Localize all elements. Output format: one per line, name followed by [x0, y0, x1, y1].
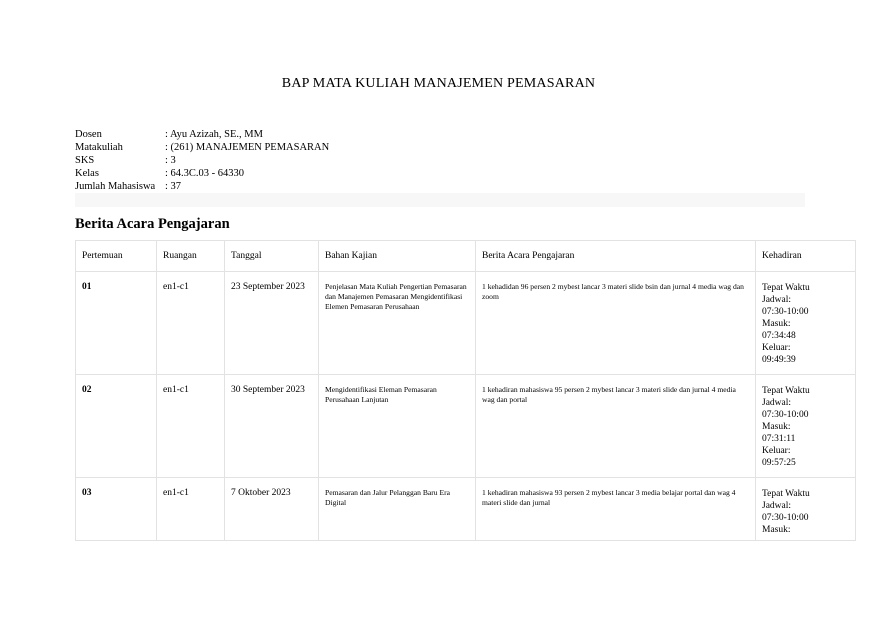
document-title: BAP MATA KULIAH MANAJEMEN PEMASARAN — [281, 76, 596, 91]
cell-kehadiran — [756, 375, 856, 478]
kehadiran-line: Tepat Waktu — [762, 386, 810, 396]
info-value: : 3 — [165, 155, 176, 166]
cell-berita-acara: 1 kehadidan 96 persen 2 mybest lancar 3 materi slide bsin dan jurnal 4 media wag dan zoom — [476, 272, 756, 375]
course-info — [75, 128, 329, 193]
kehadiran-line: Masuk: — [762, 525, 791, 535]
info-label: Matakuliah — [75, 142, 123, 153]
header-ruangan: Ruangan — [157, 241, 225, 272]
kehadiran-line: Masuk: — [762, 422, 791, 432]
kehadiran-line: 07:30-10:00 — [762, 410, 809, 420]
kehadiran-line: 07:30-10:00 — [762, 307, 809, 317]
cell-pertemuan: 03 — [76, 478, 157, 541]
info-value: : (261) MANAJEMEN PEMASARAN — [165, 142, 330, 153]
cell-bahan-kajian: Pemasaran dan Jalur Pelanggan Baru Era Digital — [319, 478, 476, 541]
cell-tanggal: 23 September 2023 — [225, 272, 319, 375]
cell-ruangan: en1-c1 — [157, 375, 225, 478]
kehadiran-line: Tepat Waktu — [762, 283, 810, 293]
kehadiran-line: 09:57:25 — [762, 458, 796, 468]
kehadiran-line: Jadwal: — [762, 295, 792, 305]
info-value: : Ayu Azizah, SE., MM — [165, 129, 263, 140]
table-header-row — [76, 241, 856, 272]
table-row — [76, 375, 856, 478]
kehadiran-line: 07:34:48 — [762, 331, 796, 341]
section-title: Berita Acara Pengajaran — [75, 216, 230, 232]
cell-berita-acara: 1 kehadiran mahasiswa 93 persen 2 mybest lancar 3 media belajar portal dan wag 4 materi slide dan jurnal — [476, 478, 756, 541]
info-row-sks — [75, 154, 329, 167]
header-berita-acara: Berita Acara Pengajaran — [476, 241, 756, 272]
bap-table — [75, 240, 856, 541]
cell-tanggal: 7 Oktober 2023 — [225, 478, 319, 541]
cell-tanggal: 30 September 2023 — [225, 375, 319, 478]
cell-bahan-kajian: Penjelasan Mata Kuliah Pengertian Pemasaran dan Manajemen Pemasaran Mengidentifikasi Elemen Pemasaran Perusahaan — [319, 272, 476, 375]
divider-band — [75, 193, 805, 207]
kehadiran-line: Jadwal: — [762, 501, 792, 511]
cell-pertemuan: 01 — [76, 272, 157, 375]
info-label: Jumlah Mahasiswa — [75, 181, 156, 192]
info-label: Dosen — [75, 129, 102, 140]
info-label: SKS — [75, 155, 95, 166]
header-bahan-kajian: Bahan Kajian — [319, 241, 476, 272]
cell-bahan-kajian: Mengidentifikasi Eleman Pemasaran Perusahaan Lanjutan — [319, 375, 476, 478]
cell-ruangan: en1-c1 — [157, 478, 225, 541]
info-label: Kelas — [75, 168, 99, 179]
kehadiran-line: Masuk: — [762, 319, 791, 329]
kehadiran-line: Tepat Waktu — [762, 489, 810, 499]
info-value: : 37 — [165, 181, 182, 192]
info-row-matakuliah — [75, 141, 329, 154]
cell-berita-acara: 1 kehadiran mahasiswa 95 persen 2 mybest lancar 3 materi slide dan jurnal 4 media wag dan portal — [476, 375, 756, 478]
table-row — [76, 478, 856, 541]
header-kehadiran: Kehadiran — [756, 241, 856, 272]
kehadiran-line: Keluar: — [762, 343, 791, 353]
kehadiran-line: 09:49:39 — [762, 355, 796, 365]
cell-ruangan: en1-c1 — [157, 272, 225, 375]
kehadiran-line: Keluar: — [762, 446, 791, 456]
header-pertemuan: Pertemuan — [76, 241, 157, 272]
info-value: : 64.3C.03 - 64330 — [165, 168, 245, 179]
info-row-kelas — [75, 167, 329, 180]
header-tanggal: Tanggal — [225, 241, 319, 272]
info-row-jumlah-mahasiswa — [75, 180, 329, 193]
kehadiran-line: 07:31:11 — [762, 434, 796, 444]
table-row — [76, 272, 856, 375]
kehadiran-line: Jadwal: — [762, 398, 792, 408]
info-row-dosen — [75, 128, 329, 141]
cell-kehadiran — [756, 478, 856, 541]
cell-kehadiran — [756, 272, 856, 375]
kehadiran-line: 07:30-10:00 — [762, 513, 809, 523]
cell-pertemuan: 02 — [76, 375, 157, 478]
